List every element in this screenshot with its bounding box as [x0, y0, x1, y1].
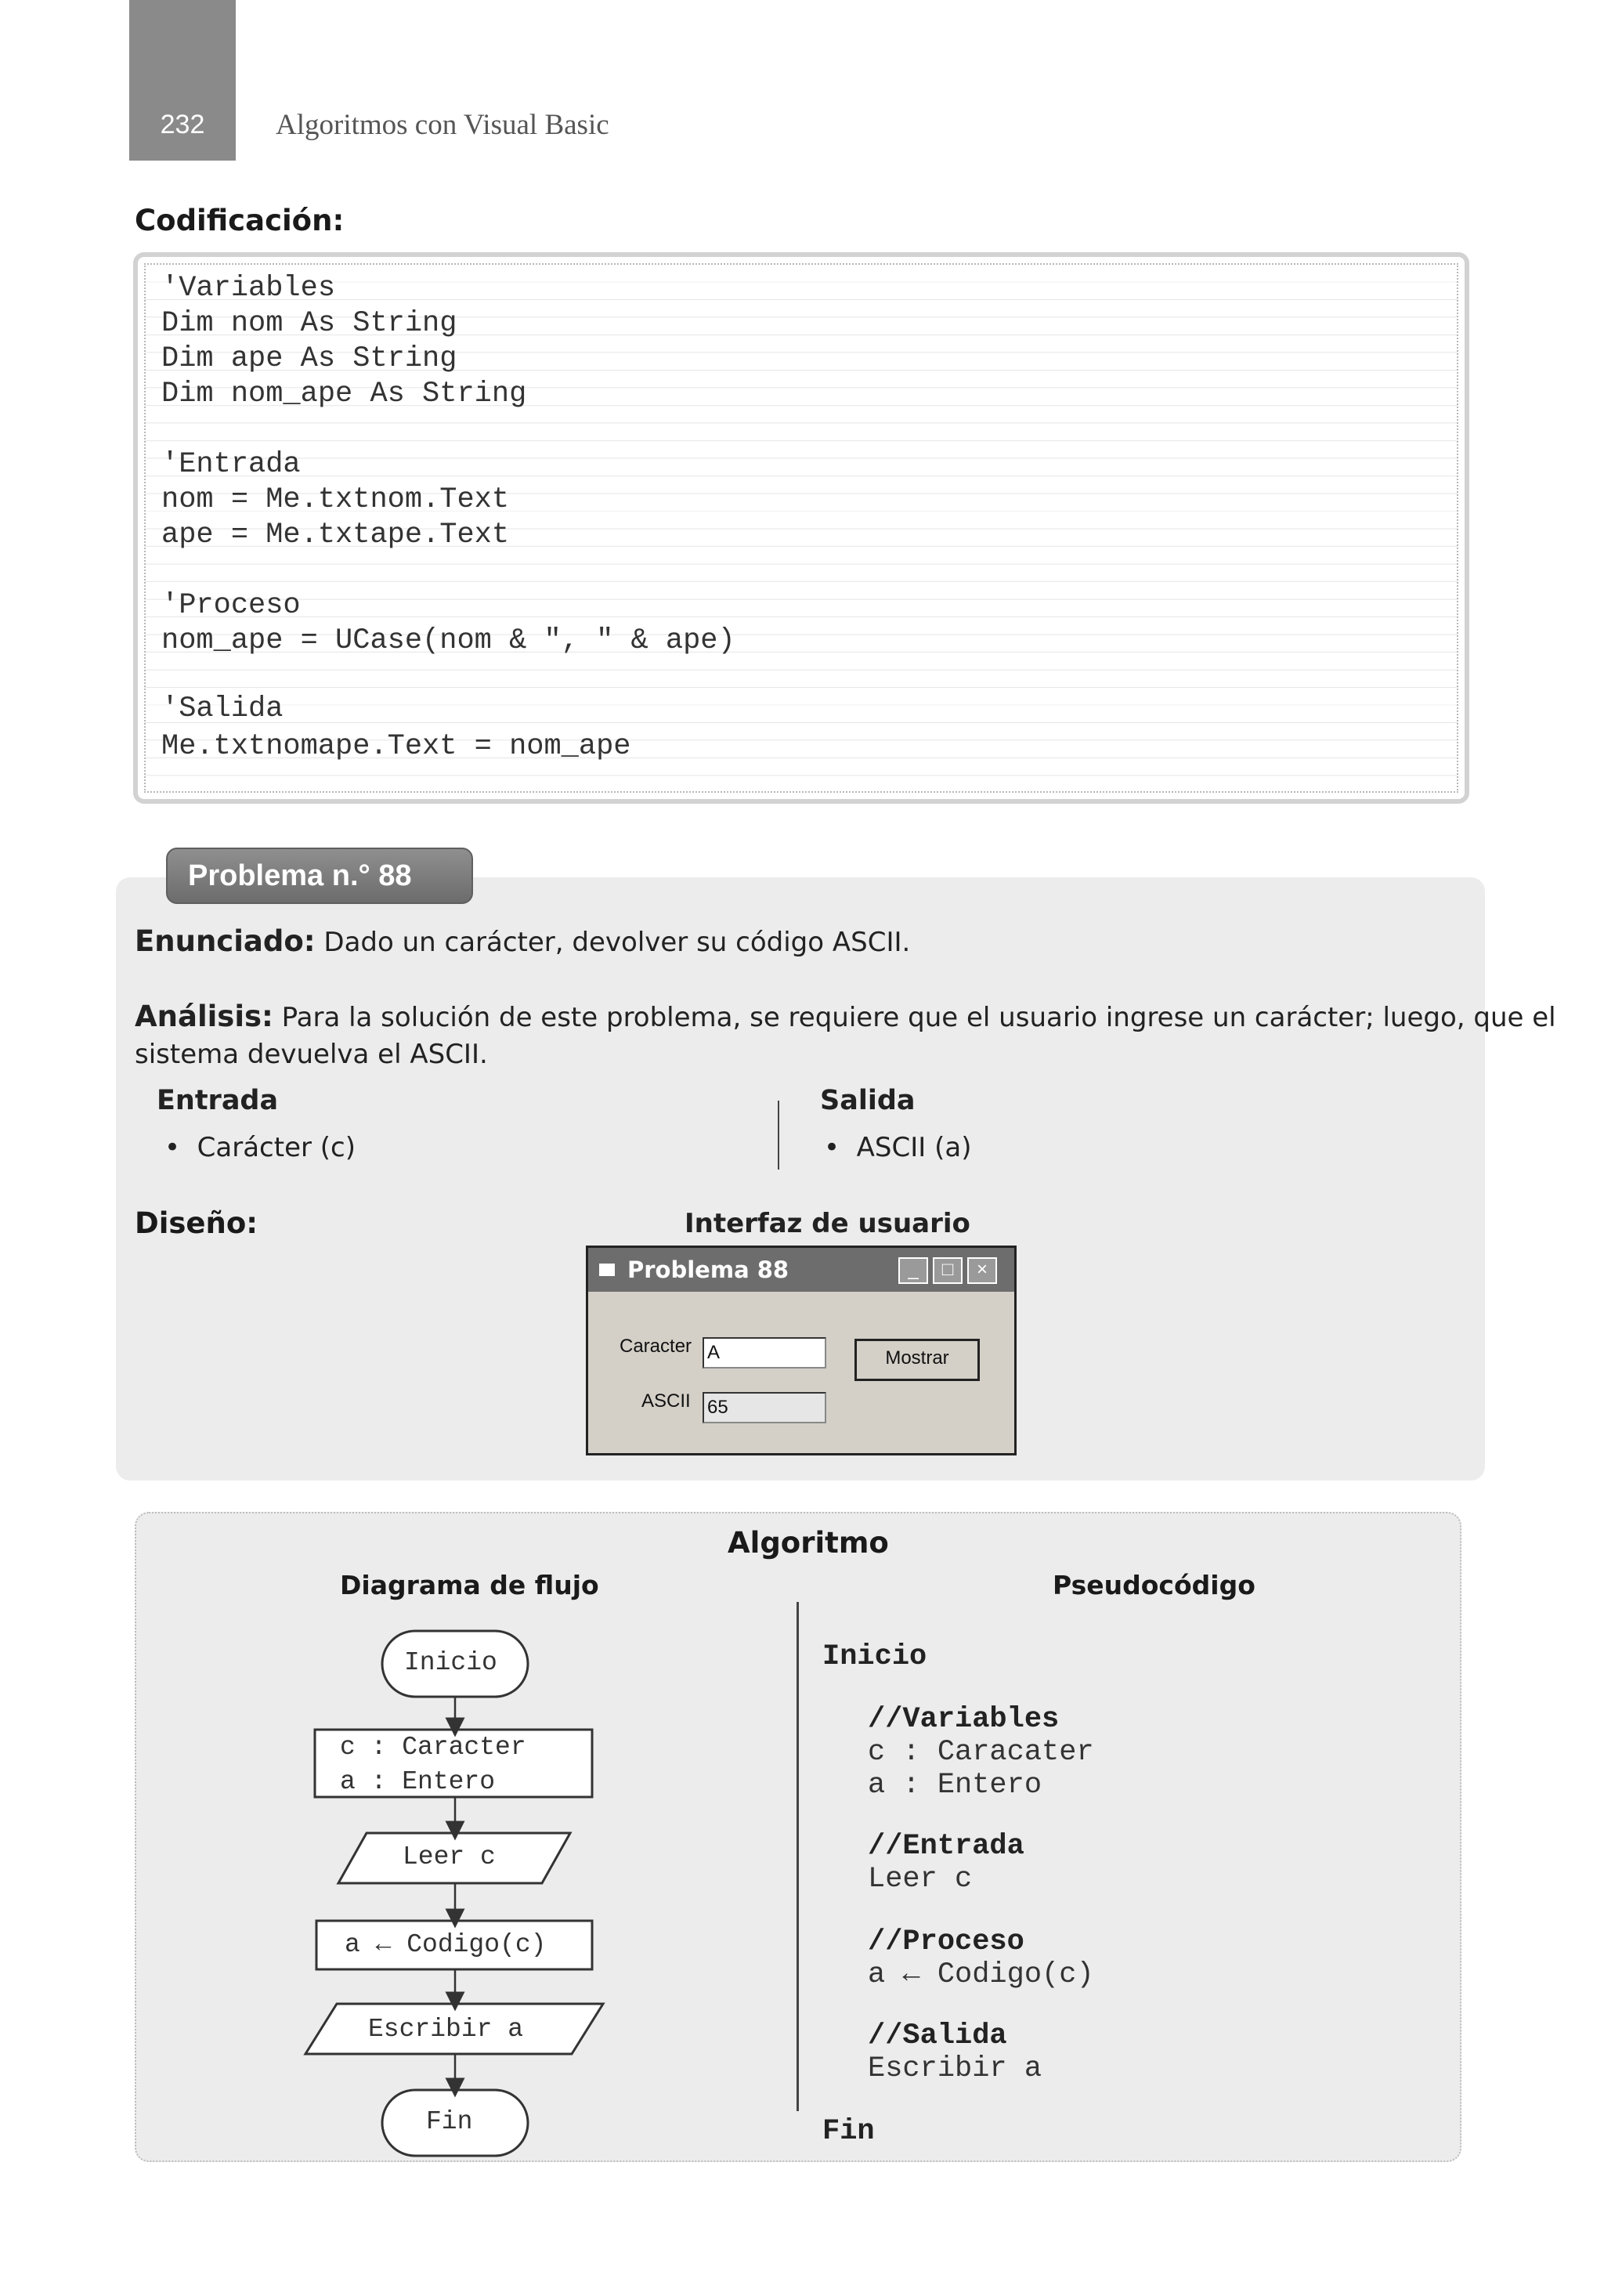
algoritmo-title: Algoritmo [728, 1526, 889, 1560]
flow-leer: Leer c [403, 1842, 496, 1871]
maximize-button[interactable]: □ [933, 1257, 963, 1284]
code-line: 'Variables [161, 272, 336, 305]
flow-proceso: a ← Codigo(c) [345, 1930, 547, 1959]
pseudo-line: Escribir a [868, 2052, 1042, 2085]
enunciado-label: Enunciado: [135, 924, 316, 958]
window-title: Problema 88 [588, 1248, 1014, 1292]
pseudo-fin: Fin [822, 2115, 875, 2148]
salida-item-text: ASCII (a) [856, 1132, 972, 1163]
analisis-text: Para la solución de este problema, se requiere que el usuario ingrese un carácter; luego, que el [281, 1002, 1556, 1033]
diseno-label: Diseño: [135, 1206, 258, 1240]
entrada-item-text: Carácter (c) [197, 1132, 356, 1163]
codificacion-heading: Codificación: [135, 204, 345, 237]
enunciado-text: Dado un carácter, devolver su código ASCII. [323, 927, 911, 958]
book-title: Algoritmos con Visual Basic [276, 109, 609, 141]
code-line: nom_ape = UCase(nom & ", " & ape) [161, 624, 735, 657]
code-line: 'Salida [161, 692, 284, 725]
bullet-icon: • [164, 1132, 197, 1163]
code-line: Dim nom As String [161, 307, 457, 340]
page-number: 232 [160, 110, 205, 139]
flow-decl: a : Entero [340, 1767, 496, 1796]
entrada-label: Entrada [157, 1085, 279, 1116]
close-button[interactable]: × [967, 1257, 997, 1284]
caracter-input[interactable]: A [703, 1337, 826, 1369]
flow-fin: Fin [426, 2107, 473, 2136]
bullet-icon: • [824, 1132, 857, 1163]
pseudo-line: a : Entero [868, 1769, 1042, 1802]
pseudo-inicio: Inicio [822, 1640, 927, 1673]
ascii-output[interactable]: 65 [703, 1392, 826, 1423]
flow-inicio: Inicio [404, 1648, 497, 1677]
code-line: Dim ape As String [161, 342, 457, 375]
flow-title: Diagrama de flujo [340, 1570, 599, 1600]
code-line: 'Entrada [161, 448, 301, 481]
analisis-text-continued: sistema devuelva el ASCII. [135, 1039, 488, 1070]
pseudo-comment: //Variables [868, 1703, 1060, 1736]
pseudo-line: a ← Codigo(c) [868, 1958, 1094, 1991]
code-line: ape = Me.txtape.Text [161, 519, 510, 551]
code-line: nom = Me.txtnom.Text [161, 483, 510, 516]
ui-label: Interfaz de usuario [685, 1208, 970, 1239]
code-line: Dim nom_ape As String [161, 378, 527, 410]
code-line: Me.txtnomape.Text = nom_ape [161, 730, 631, 763]
salida-label: Salida [820, 1085, 916, 1116]
pseudo-comment: //Salida [868, 2019, 1007, 2052]
minimize-button[interactable]: _ [898, 1257, 928, 1284]
problem-badge: Problema n.° 88 [166, 848, 473, 904]
pseudo-comment: //Proceso [868, 1925, 1024, 1958]
pseudo-comment: //Entrada [868, 1830, 1024, 1863]
mostrar-button[interactable]: Mostrar [854, 1339, 980, 1381]
caracter-label: Caracter [620, 1336, 692, 1357]
ascii-label: ASCII [641, 1390, 691, 1412]
flow-decl: c : Caracter [340, 1733, 526, 1762]
analisis-label: Análisis: [135, 1000, 273, 1033]
flow-escribir: Escribir a [368, 2015, 524, 2044]
pseudo-line: Leer c [868, 1863, 973, 1896]
pseudo-line: c : Caracater [868, 1736, 1094, 1769]
code-line: 'Proceso [161, 589, 301, 622]
pseudo-title: Pseudocódigo [1053, 1570, 1255, 1600]
